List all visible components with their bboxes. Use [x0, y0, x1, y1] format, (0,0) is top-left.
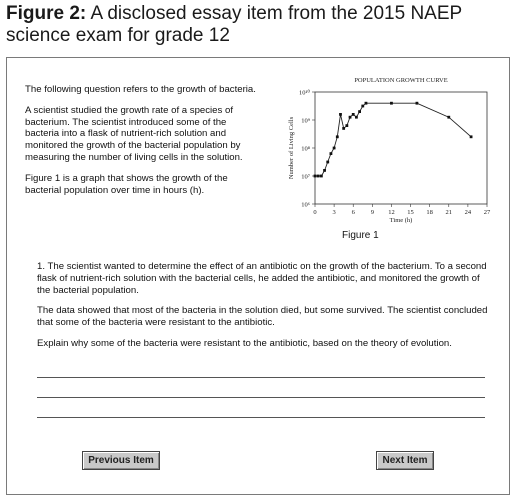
- data-point: [352, 113, 355, 116]
- intro-paragraph: The following question refers to the growth of bacteria.: [25, 84, 256, 95]
- x-tick-label: 21: [445, 209, 453, 216]
- data-point: [314, 175, 317, 178]
- data-point: [390, 102, 393, 105]
- y-tick-label: 10⁶: [301, 201, 310, 209]
- answer-line[interactable]: [37, 377, 485, 378]
- question-paragraph: The data showed that most of the bacteria in the solution died, but some survived. The scientist concluded that some of the bacteria were resistant to the antibiotic.: [37, 305, 488, 329]
- intro-paragraph: A scientist studied the growth rate of a species of bacterium. The scientist introduced some of the bacteria into a flask of nutrient-rich solution and monitored the growth of the bacterial population by measuring the number of living cells in the solution.: [25, 104, 243, 163]
- caption-label: Figure 2:: [6, 3, 87, 24]
- x-tick-label: 12: [388, 209, 395, 216]
- data-point: [323, 169, 326, 172]
- chart-svg: [281, 72, 495, 232]
- question-text: [37, 261, 489, 359]
- data-point: [336, 135, 339, 138]
- item-panel: [6, 57, 510, 495]
- data-point: [317, 175, 320, 178]
- answer-line[interactable]: [37, 417, 485, 418]
- intro-paragraph: Figure 1 is a graph that shows the growth of the bacterial population over time in hours (h).: [25, 172, 228, 196]
- x-tick-label: 27: [483, 209, 491, 216]
- data-point: [416, 102, 419, 105]
- y-tick-label: 10¹⁰: [298, 89, 310, 97]
- x-tick-label: 6: [351, 209, 355, 216]
- previous-item-button[interactable]: Previous Item: [82, 451, 160, 470]
- answer-line[interactable]: [37, 397, 485, 398]
- question-paragraph: Explain why some of the bacteria were resistant to the antibiotic, based on the theory of evolution.: [37, 337, 452, 349]
- caption-text: A disclosed essay item from the 2015 NAEP science exam for grade 12: [6, 3, 462, 46]
- x-tick-label: 0: [313, 209, 317, 216]
- x-tick-label: 9: [370, 209, 374, 216]
- data-point: [470, 135, 473, 138]
- x-tick-label: 24: [464, 209, 472, 216]
- intro-text: [25, 84, 257, 205]
- y-axis-label: Number of Living Cells: [288, 116, 295, 180]
- x-tick-label: 3: [332, 209, 336, 216]
- x-tick-label: 18: [426, 209, 433, 216]
- figure-label: Figure 1: [342, 230, 379, 241]
- data-point: [361, 105, 364, 108]
- data-point: [330, 152, 333, 155]
- data-point: [333, 147, 336, 150]
- question-paragraph: 1. The scientist wanted to determine the effect of an antibiotic on the growth of the bacterium. To a second flask of nutrient-rich solution with the bacterial cells, he added the antibiotic, and monitored the growth of the bacterial population.: [37, 261, 487, 296]
- data-point: [365, 102, 368, 105]
- chart-title: POPULATION GROWTH CURVE: [354, 77, 448, 84]
- next-item-button[interactable]: Next Item: [376, 451, 434, 470]
- data-point: [345, 124, 348, 127]
- data-point: [447, 116, 450, 119]
- growth-curve-line: [315, 103, 471, 176]
- data-point: [339, 113, 342, 116]
- data-point: [342, 127, 345, 130]
- y-tick-label: 10⁸: [301, 145, 310, 153]
- data-point: [320, 175, 323, 178]
- data-point: [355, 116, 358, 119]
- figure-caption: [6, 3, 511, 47]
- x-axis-label: Time (h): [389, 217, 413, 224]
- x-tick-label: 15: [407, 209, 414, 216]
- y-tick-label: 10⁷: [301, 173, 310, 181]
- plot-frame: [315, 92, 487, 204]
- y-tick-label: 10⁹: [301, 117, 310, 125]
- population-growth-chart: [281, 72, 495, 232]
- data-point: [326, 161, 329, 164]
- data-point: [358, 110, 361, 113]
- data-point: [349, 116, 352, 119]
